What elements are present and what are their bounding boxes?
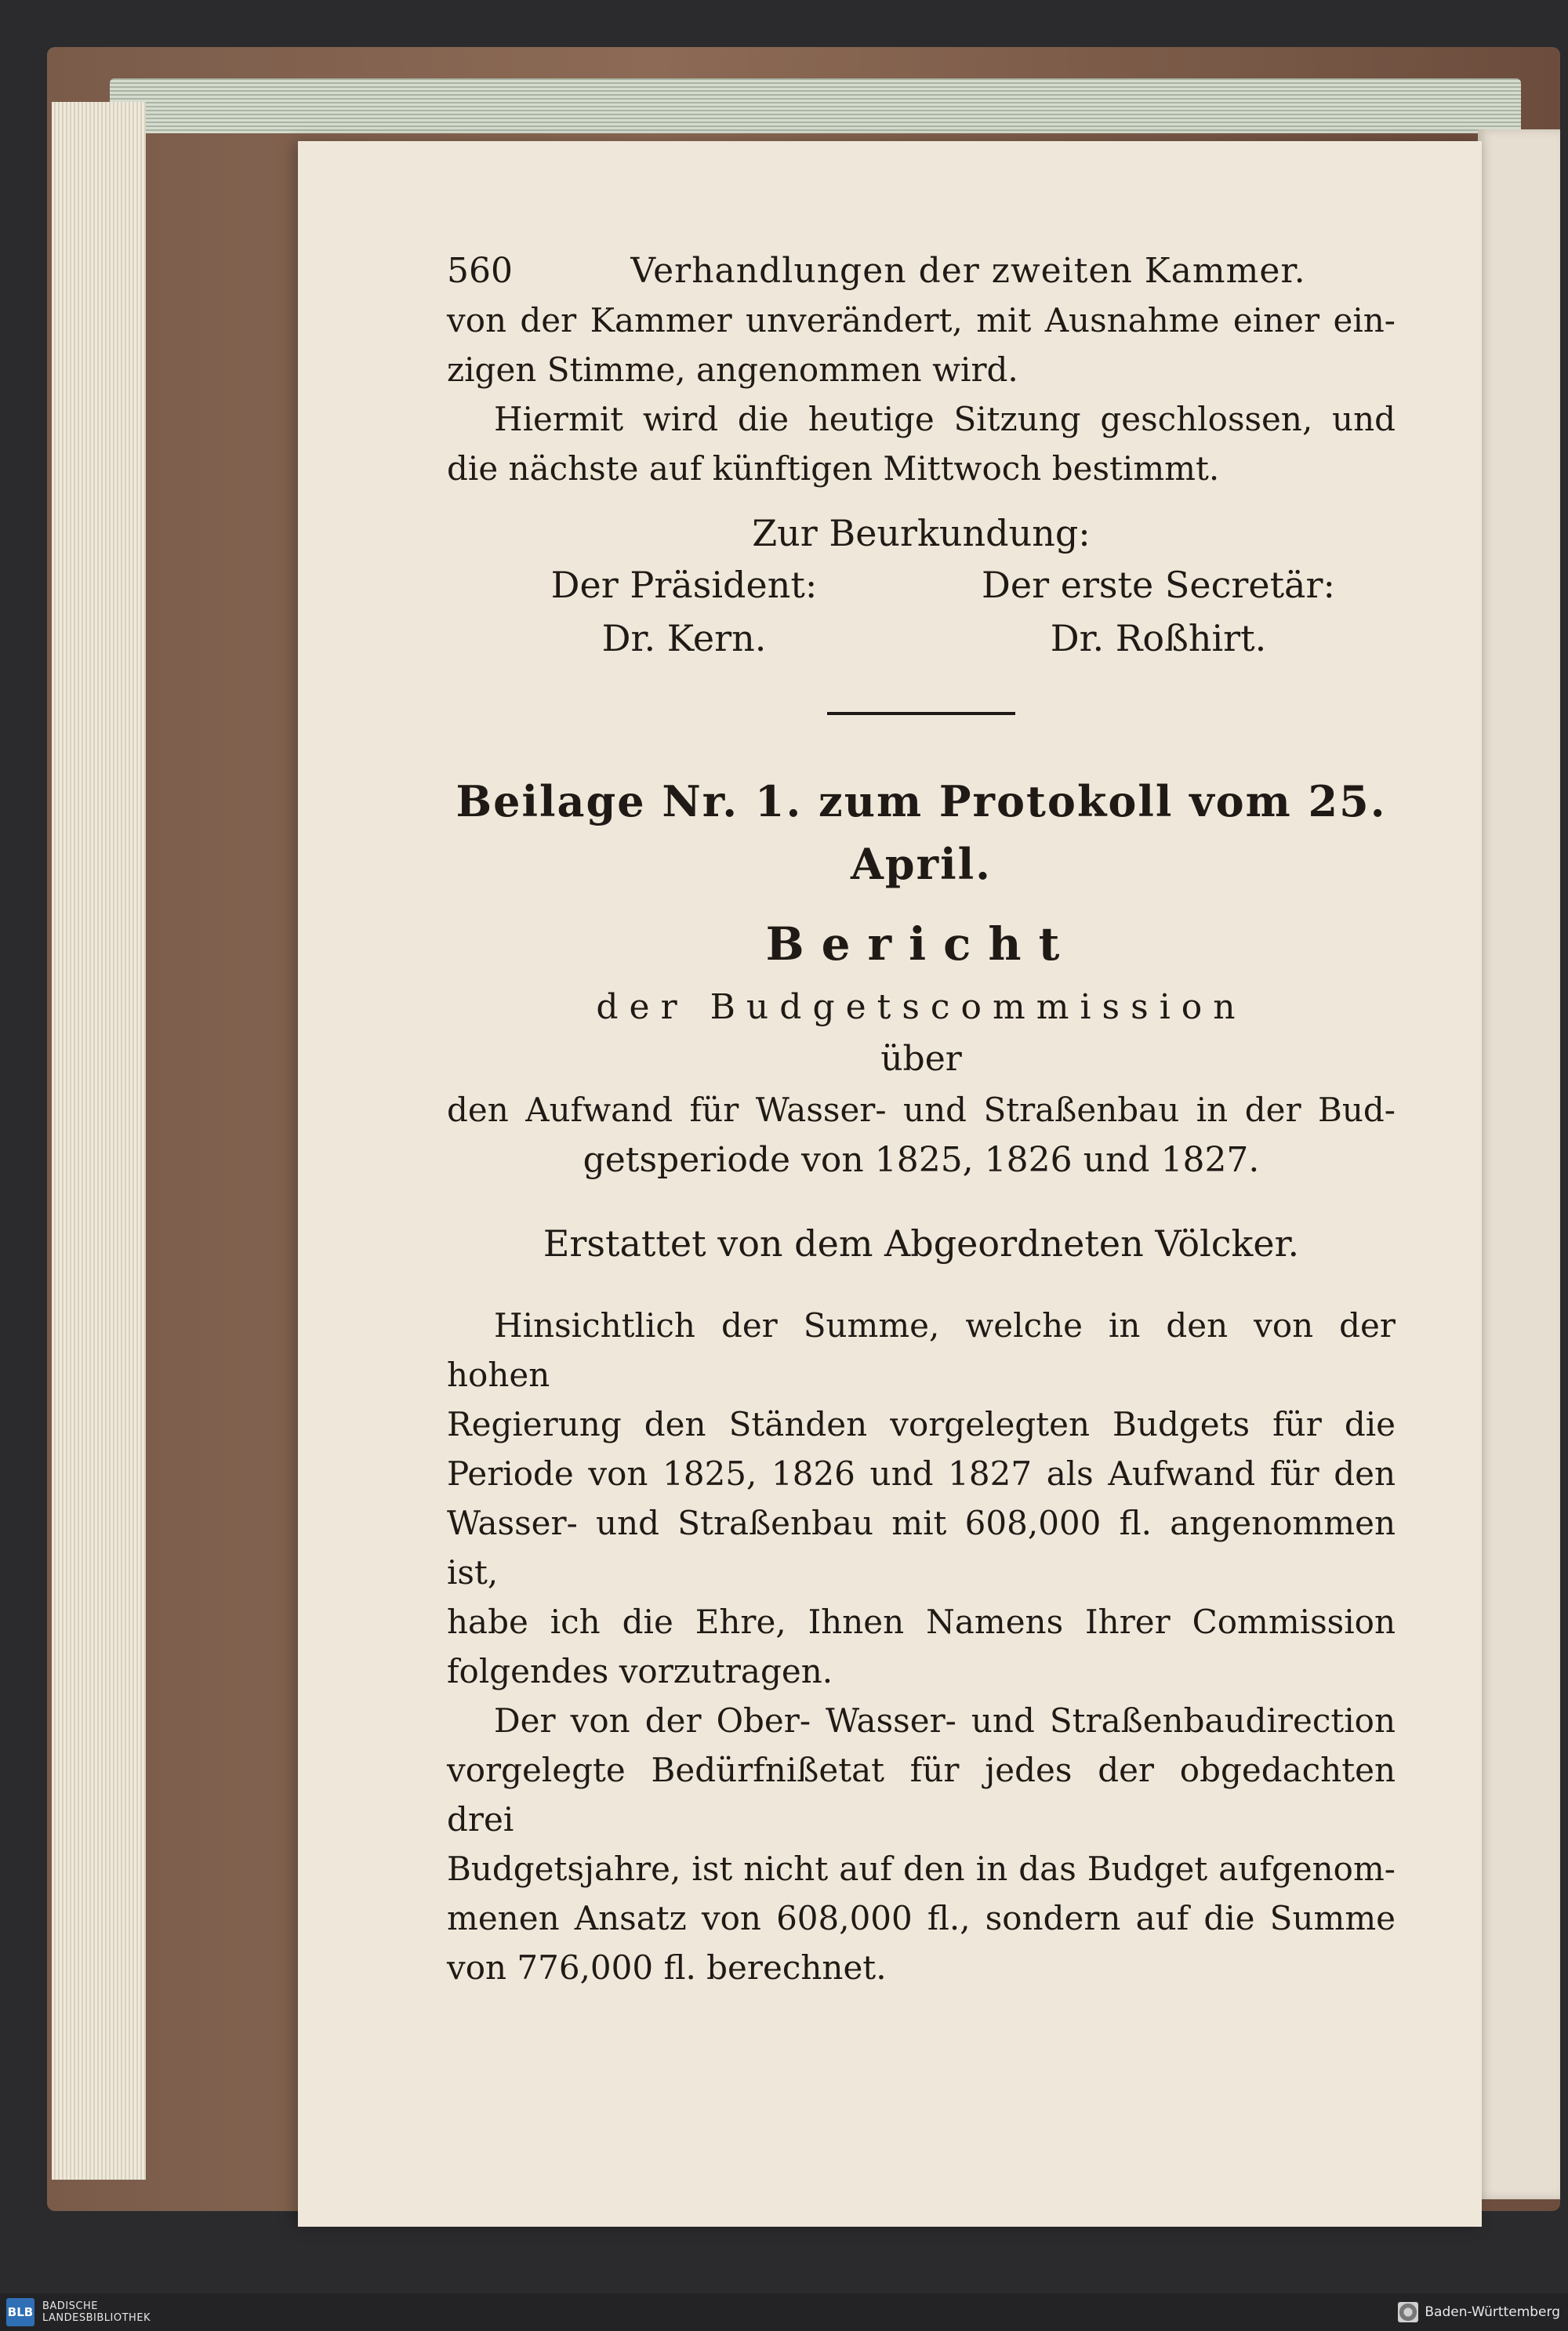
library-name-line: BADISCHE: [42, 2300, 98, 2312]
signature-titles: [447, 558, 1396, 612]
report-author: Erstattet von dem Abgeordneten Völcker.: [543, 1222, 1300, 1265]
text-line: Hiermit wird die heutige Sitzung geschlossen, und: [494, 400, 1396, 438]
text-line: vorgelegte Bedürfnißetat für jedes der obgedachten drei: [447, 1751, 1396, 1839]
text-line: Der von der Ober- Wasser- und Straßenbaudirection: [494, 1701, 1396, 1740]
appendix-title: Beilage Nr. 1. zum Protokoll vom 25. April.: [456, 776, 1387, 889]
report-subject-line: getsperiode von 1825, 1826 und 1827.: [583, 1140, 1260, 1180]
text-line: Regierung den Ständen vorgelegten Budgets für die: [447, 1405, 1396, 1443]
page-edges-left: [52, 102, 146, 2180]
text-line: menen Ansatz von 608,000 fl., sondern auf die Summe: [447, 1899, 1396, 1937]
text-line: von der Kammer unverändert, mit Ausnahme einer ein-: [447, 301, 1396, 339]
report-subheading: der Budgetscommission: [596, 987, 1247, 1027]
running-head: Verhandlungen der zweiten Kammer.: [630, 251, 1306, 291]
secretary-name: Dr. Roßhirt.: [1050, 617, 1267, 659]
partner-name: Baden-Württemberg: [1425, 2304, 1560, 2320]
text-line: Wasser- und Straßenbau mit 608,000 fl. angenommen ist,: [447, 1504, 1396, 1592]
text-line: von 776,000 fl. berechnet.: [447, 1948, 887, 1987]
library-name: [42, 2300, 151, 2324]
partner-logo: [1398, 2302, 1560, 2322]
text-line: Budgetsjahre, ist nicht auf den in das Budget aufgenom-: [447, 1850, 1396, 1888]
text-line: die nächste auf künftigen Mittwoch bestimmt.: [447, 449, 1220, 488]
text-line: zigen Stimme, angenommen wird.: [447, 350, 1018, 389]
page-number: 560: [447, 251, 513, 291]
secretary-title: Der erste Secretär:: [982, 564, 1335, 606]
text-line: folgendes vorzutragen.: [447, 1652, 833, 1690]
coat-of-arms-icon: [1398, 2302, 1418, 2322]
text-line: Periode von 1825, 1826 und 1827 als Aufwand für den: [447, 1454, 1396, 1493]
report-subheading: über: [880, 1039, 962, 1079]
facing-page-edge: [1478, 129, 1560, 2199]
signature-names: [447, 612, 1396, 665]
section-divider: [827, 712, 1015, 715]
president-name: Dr. Kern.: [601, 617, 767, 659]
library-name-line: LANDESBIBLIOTHEK: [42, 2312, 151, 2324]
page-text: [447, 251, 1396, 1992]
footer-bar: [0, 2293, 1568, 2331]
library-logo: [6, 2298, 151, 2326]
text-line: Hinsichtlich der Summe, welche in den von der hohen: [447, 1306, 1396, 1394]
president-title: Der Präsident:: [550, 564, 818, 606]
blb-logo-icon: BLB: [6, 2298, 34, 2326]
page-edges-top: [110, 78, 1521, 133]
attestation: Zur Beurkundung:: [752, 512, 1091, 554]
report-subject-line: den Aufwand für Wasser- und Straßenbau in der Bud-: [447, 1091, 1396, 1129]
report-heading: Bericht: [765, 917, 1077, 971]
page-header: [447, 251, 1396, 291]
text-line: habe ich die Ehre, Ihnen Namens Ihrer Commission: [447, 1603, 1396, 1641]
